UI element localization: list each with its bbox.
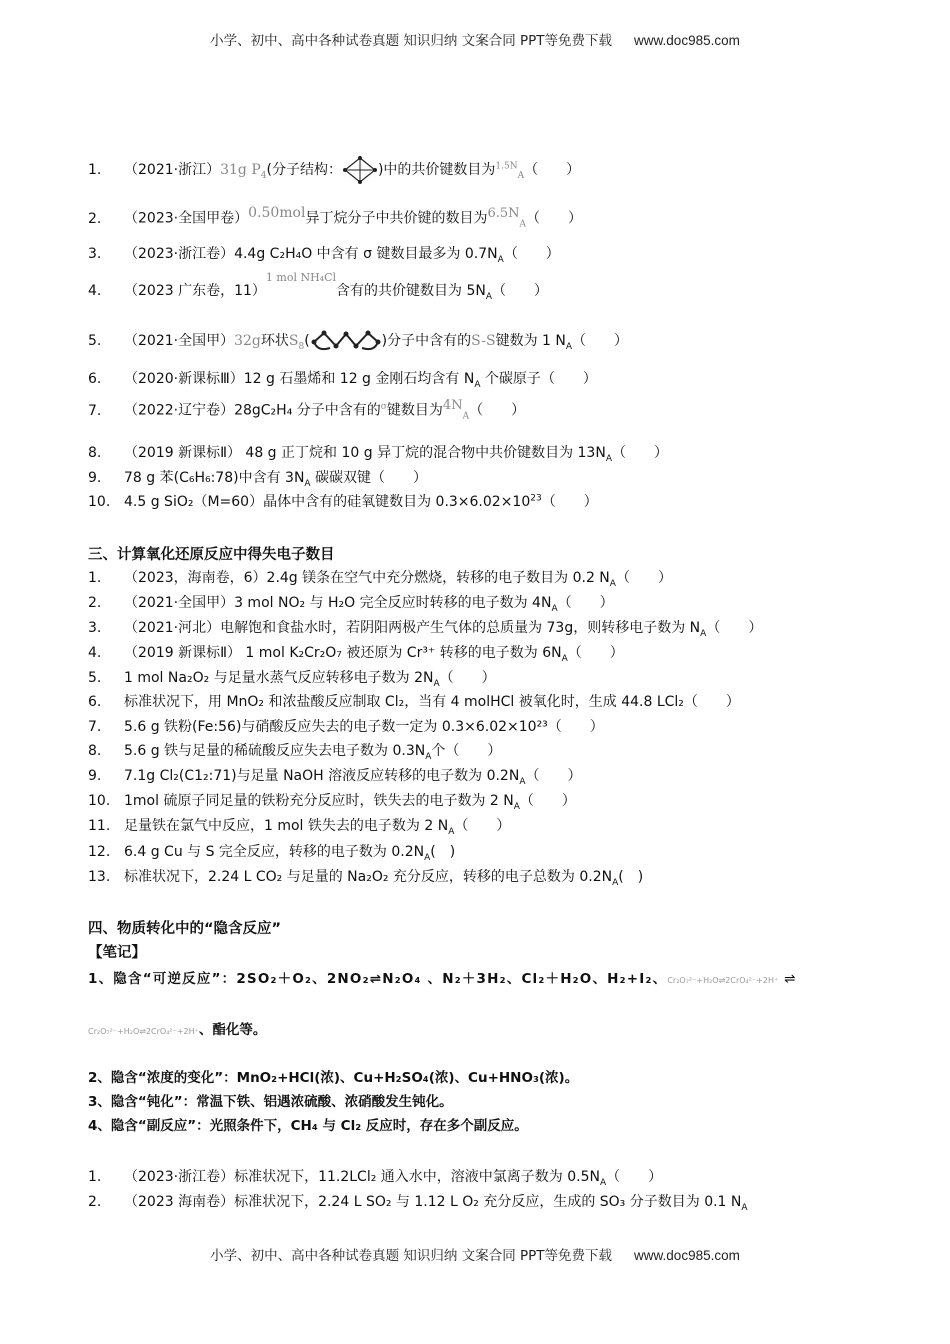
q3-4: 4. （2019 新课标Ⅱ） 1 mol K₂Cr₂O₇ 被还原为 Cr³⁺ 转移的电子数为 $6N_A$（ ） bbox=[88, 645, 624, 664]
note-label: 【笔记】 bbox=[88, 945, 146, 961]
q2-4: 4. （2023 广东卷，11）$^{1 mol NH_4Cl}$含有的共价键数目为 $5N_A$（ ） bbox=[88, 271, 549, 302]
q3-8: 8. 5.6 g 铁与足量的稀硫酸反应失去电子数为 $0.3N_A$个（ ） bbox=[88, 743, 502, 762]
q2-7: 7. （2022·辽宁卷）28gC₂H₄ 分子中含有的$^\sigma$键数目为$^{4N}_A$（ ） bbox=[88, 398, 526, 422]
note-1-cont: Cr₂O₇²⁻+H₂O⇌2CrO₄²⁻+2H⁺、酯化等。 bbox=[88, 1022, 267, 1038]
q3-5: 5. 1 mol Na₂O₂ 与足量水蒸气反应转移电子数为 $2N_A$（ ） bbox=[88, 670, 496, 689]
q2-8: 8. （2019 新课标Ⅱ） 48 g 正丁烷和 10 g 异丁烷的混合物中共价键数目为 $13N_A$（ ） bbox=[88, 445, 668, 464]
page-footer bbox=[0, 1244, 950, 1264]
q2-5: 5. （2021·全国甲）32g环状$S_8$( )分子中含有的S-S键数为 1 $N_A$（ ） bbox=[88, 328, 628, 354]
q3-3: 3. （2021·河北）电解饱和食盐水时，若阴阳两极产生气体的总质量为 73g，则转移电子数为 $N_A$（ ） bbox=[88, 620, 763, 639]
section-4-title: 四、物质转化中的“隐含反应” bbox=[88, 921, 282, 937]
p4-molecule-icon bbox=[342, 156, 378, 184]
note-4: 4、隐含“副反应”：光照条件下，CH₄ 与 Cl₂ 反应时，存在多个副反应。 bbox=[88, 1118, 528, 1134]
q4-1: 1. （2023·浙江卷）标准状况下，11.2LCl₂ 通入水中，溶液中氯离子数为 $0.5N_A$（ ） bbox=[88, 1169, 663, 1188]
q3-12: 12. 6.4 g Cu 与 S 完全反应，转移的电子数为 $0.2N_A$( ) bbox=[88, 844, 456, 863]
q3-11: 11. 足量铁在氯气中反应，1 mol 铁失去的电子数为 2 $N_A$（ ） bbox=[88, 818, 511, 837]
q2-2: 2. （2023·全国甲卷）$^{0.50mol}$异丁烷分子中共价键的数目为$^{6.5N}_A$（ ） bbox=[88, 205, 583, 230]
q2-3: 3. （2023·浙江卷）4.4g C₂H₄O 中含有 σ 键数目最多为 $0.7N_A$（ ） bbox=[88, 246, 560, 265]
q3-7: 7. 5.6 g 铁粉(Fe:56)与硝酸反应失去的电子数一定为 0.3×6.02×10²³（ ） bbox=[88, 719, 604, 735]
header-url: www.doc985.com bbox=[634, 33, 740, 48]
q2-6: 6. （2020·新课标Ⅲ）12 g 石墨烯和 12 g 金刚石均含有 $N_A$ 个碳原子（ ） bbox=[88, 371, 597, 390]
q2-1: 1. （2021·浙江）31g $P_4$(分子结构： )中的共价键数目为$^{1.5N}_A$（ ） bbox=[88, 156, 580, 184]
header-text: 小学、初中、高中各种试卷真题 知识归纳 文案合同 PPT等免费下载 bbox=[210, 33, 613, 49]
q2-9: 9. 78 g 苯(C₆H₆:78)中含有 $3N_A$ 碳碳双键（ ） bbox=[88, 470, 428, 489]
q3-9: 9. 7.1g Cl₂(C1₂:71)与足量 NaOH 溶液反应转移的电子数为 $0.2N_A$（ ） bbox=[88, 768, 582, 787]
s8-ring-icon bbox=[310, 328, 382, 354]
q2-10: 10. 4.5 g SiO₂（M=60）晶体中含有的硅氧键数目为 $0.3\times 6.02\times 10^{23}$（ ） bbox=[88, 493, 598, 510]
q3-1: 1. （2023，海南卷，6）2.4g 镁条在空气中充分燃烧，转移的电子数目为 0.2 $N_A$（ ） bbox=[88, 570, 672, 589]
q3-13: 13. 标准状况下，2.24 L CO₂ 与足量的 Na₂O₂ 充分反应，转移的电子总数为 $0.2N_A$( ) bbox=[88, 869, 644, 888]
page-header bbox=[0, 29, 950, 49]
q3-6: 6. 标准状况下，用 MnO₂ 和浓盐酸反应制取 Cl₂，当有 4 molHCl 被氧化时，生成 44.8 LCl₂（ ） bbox=[88, 694, 740, 710]
note-1: 1、隐含“可逆反应”：2SO₂＋O₂、2NO₂⇌N₂O₄ 、N₂＋3H₂、Cl₂＋H₂O、H₂+I₂、Cr₂O₇²⁻+H₂O⇌2CrO₄²⁻+2H⁺ ⇌ bbox=[88, 971, 797, 987]
section-3-title: 三、计算氧化还原反应中得失电子数目 bbox=[88, 547, 335, 563]
footer-url: www.doc985.com bbox=[634, 1248, 740, 1263]
note-3: 3、隐含“钝化”：常温下铁、铝遇浓硫酸、浓硝酸发生钝化。 bbox=[88, 1094, 453, 1110]
note-2: 2、隐含“浓度的变化”：MnO₂+HCl(浓)、Cu+H₂SO₄(浓)、Cu+HNO₃(浓)。 bbox=[88, 1070, 579, 1086]
q3-2: 2. （2021·全国甲）3 mol NO₂ 与 H₂O 完全反应时转移的电子数为 $4N_A$（ ） bbox=[88, 595, 614, 614]
q3-10: 10. 1mol 硫原子同足量的铁粉充分反应时，铁失去的电子数为 2 $N_A$（ ） bbox=[88, 793, 576, 812]
footer-text: 小学、初中、高中各种试卷真题 知识归纳 文案合同 PPT等免费下载 bbox=[210, 1248, 613, 1264]
q4-2: 2. （2023 海南卷）标准状况下，2.24 L SO₂ 与 1.12 L O₂ 充分反应，生成的 SO₃ 分子数目为 0.1 $N_A$ bbox=[88, 1194, 748, 1213]
